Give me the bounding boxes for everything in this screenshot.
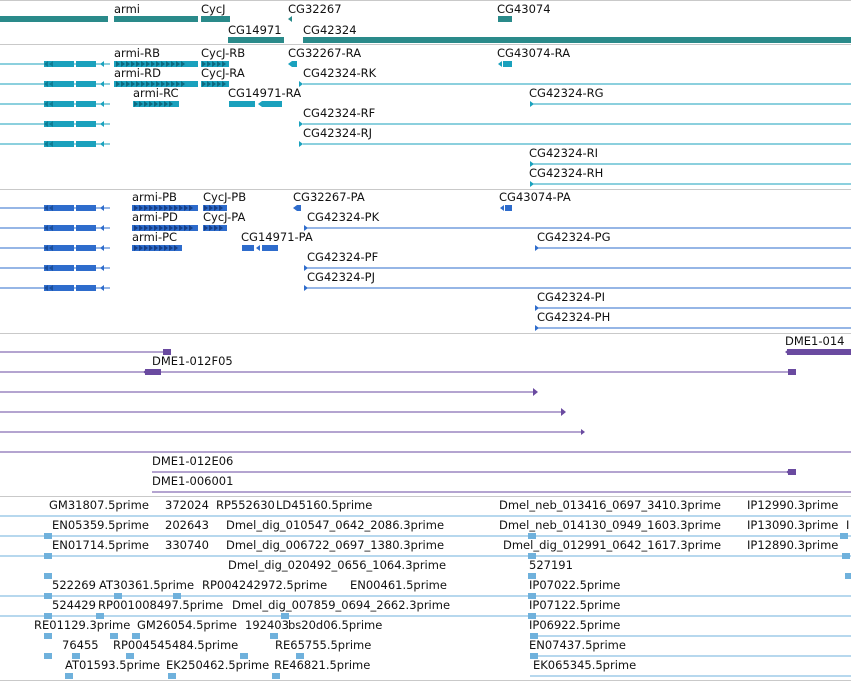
exon-block[interactable] (788, 369, 796, 375)
re01129-label: RE01129.3prime (34, 618, 131, 632)
strand-arrow (258, 101, 262, 107)
exon-block[interactable] (297, 205, 301, 211)
exon-block[interactable] (505, 205, 512, 211)
at30361-label: AT30361.5prime (99, 578, 195, 592)
en07437-label: EN07437.5prime (529, 638, 626, 652)
exon-block[interactable] (787, 349, 851, 355)
dmel-neb-013416-label: Dmel_neb_013416_0697_3410.3prime (499, 498, 721, 512)
dme1-014-label: DME1-014 (785, 334, 845, 348)
cg42324-rk-label: CG42324-RK (303, 66, 377, 80)
exon-block[interactable] (44, 245, 74, 251)
cg42324-rf-label: CG42324-RF (303, 106, 376, 120)
ip13090-label: IP13090.3prime (747, 518, 839, 532)
rp001008497-label: RP001008497.5prime (98, 598, 224, 612)
cg42324-ph-label: CG42324-PH (537, 310, 611, 324)
202643-label: 202643 (165, 518, 209, 532)
330740-label: 330740 (165, 538, 209, 552)
ek065345-label: EK065345.5prime (533, 658, 637, 672)
gm31807-label: GM31807.5prime (49, 498, 149, 512)
ip07122-label: IP07122.5prime (529, 598, 621, 612)
cg42324-rj-label: CG42324-RJ (303, 126, 373, 140)
strand-arrow (100, 245, 104, 251)
exon-block[interactable] (229, 101, 255, 107)
armi-pc-label: armi-PC (132, 230, 178, 244)
gene-bar[interactable] (201, 16, 230, 22)
re46821-label: RE46821.5prime (274, 658, 371, 672)
cg42324-pf-label: CG42324-PF (307, 250, 379, 264)
exon-block[interactable] (503, 61, 512, 67)
exon-block[interactable] (262, 101, 282, 107)
strand-arrow (100, 101, 104, 107)
exon-block[interactable] (76, 285, 96, 291)
armi-label: armi (114, 2, 140, 16)
gm26054-label: GM26054.5prime (137, 618, 237, 632)
527191-label: 527191 (529, 558, 573, 572)
armi-rb-label: armi-RB (114, 46, 160, 60)
dme1-012f05-label: DME1-012F05 (152, 354, 233, 368)
est-read[interactable] (44, 573, 52, 579)
est-read[interactable] (44, 633, 52, 639)
strand-arrow (530, 101, 534, 107)
exon-block[interactable] (76, 205, 96, 211)
522269-label: 522269 (52, 578, 96, 592)
ip12890-label: IP12890.3prime (747, 538, 839, 552)
strand-arrow (100, 205, 104, 211)
372024-label: 372024 (165, 498, 209, 512)
strand-arrow (100, 265, 104, 271)
exon-block[interactable] (76, 265, 96, 271)
strand-arrow (100, 225, 104, 231)
rp004545484-label: RP004545484.5prime (113, 638, 239, 652)
strand-arrow (304, 285, 308, 291)
strand-arrow (256, 245, 260, 251)
re65755-label: RE65755.5prime (275, 638, 372, 652)
strand-arrow (561, 408, 566, 416)
armi-rd-label: armi-RD (114, 66, 161, 80)
exon-block[interactable] (76, 61, 96, 67)
i-cut-label: I (846, 518, 850, 532)
cg32267-pa-label: CG32267-PA (293, 190, 365, 204)
est-read[interactable] (842, 553, 850, 559)
est-read[interactable] (44, 593, 52, 599)
strand-arrow (581, 429, 585, 435)
at01593-label: AT01593.5prime (65, 658, 161, 672)
est-read[interactable] (272, 673, 280, 679)
armi-pb-label: armi-PB (132, 190, 177, 204)
gene-bar[interactable] (303, 37, 851, 43)
ip12990-label: IP12990.3prime (747, 498, 839, 512)
armi-pd-label: armi-PD (132, 210, 178, 224)
dme1-012e06-label: DME1-012E06 (152, 454, 234, 468)
cg42324-label: CG42324 (303, 23, 357, 37)
en01714-label: EN01714.5prime (52, 538, 149, 552)
en05359-label: EN05359.5prime (52, 518, 149, 532)
ip06922-label: IP06922.5prime (529, 618, 621, 632)
cg32267-ra-label: CG32267-RA (288, 46, 362, 60)
en00461-label: EN00461.5prime (350, 578, 447, 592)
strand-arrow (535, 325, 539, 331)
est-read[interactable] (44, 553, 52, 559)
cg42324-pk-label: CG42324-PK (307, 210, 380, 224)
strand-arrow (530, 181, 534, 187)
ip07022-label: IP07022.5prime (529, 578, 621, 592)
cg42324-ri-label: CG42324-RI (529, 146, 599, 160)
cg43074-label: CG43074 (497, 2, 551, 16)
rp004242972-label: RP004242972.5prime (202, 578, 328, 592)
dmel-dig-010547-label: Dmel_dig_010547_0642_2086.3prime (226, 518, 445, 532)
524429-label: 524429 (52, 598, 96, 612)
strand-arrow (288, 16, 292, 22)
cg32267-label: CG32267 (288, 2, 342, 16)
cg42324-pj-label: CG42324-PJ (307, 270, 376, 284)
cg42324-pg-label: CG42324-PG (537, 230, 611, 244)
exon-block[interactable] (44, 205, 74, 211)
dmel-dig-020492-label: Dmel_dig_020492_0656_1064.3prime (228, 558, 447, 572)
strand-arrow (100, 141, 104, 147)
cycj-pb-label: CycJ-PB (203, 190, 247, 204)
exon-block[interactable] (242, 245, 254, 251)
dmel-neb-014130-label: Dmel_neb_014130_0949_1603.3prime (499, 518, 721, 532)
strand-arrow (299, 141, 303, 147)
gene-bar[interactable] (114, 16, 198, 22)
exon-block[interactable] (44, 225, 74, 231)
cg43074-ra-label: CG43074-RA (497, 46, 571, 60)
gene-bar[interactable] (0, 16, 108, 22)
exon-block[interactable] (44, 101, 74, 107)
cycj-rb-label: CycJ-RB (201, 46, 246, 60)
ld45160-label: LD45160.5prime (276, 498, 373, 512)
est-read[interactable] (44, 533, 52, 539)
strand-arrow (533, 388, 538, 396)
est-read[interactable] (44, 653, 52, 659)
cycj-pa-label: CycJ-PA (203, 210, 246, 224)
dmel-dig-007859-label: Dmel_dig_007859_0694_2662.3prime (232, 598, 451, 612)
exon-block[interactable] (44, 265, 74, 271)
dme1-006001-label: DME1-006001 (152, 474, 234, 488)
strand-arrow (498, 61, 502, 67)
exon-block[interactable] (44, 121, 74, 127)
est-read[interactable] (65, 673, 73, 679)
cg42324-rh-label: CG42324-RH (529, 166, 604, 180)
strand-arrow (100, 61, 104, 67)
cg14971-pa-label: CG14971-PA (241, 230, 313, 244)
dmel-dig-006722-label: Dmel_dig_006722_0697_1380.3prime (226, 538, 445, 552)
strand-arrow (500, 205, 504, 211)
exon-block[interactable] (76, 245, 96, 251)
cycj-ra-label: CycJ-RA (201, 66, 245, 80)
cg14971-label: CG14971 (228, 23, 282, 37)
strand-arrow (100, 121, 104, 127)
est-read[interactable] (840, 533, 848, 539)
exon-block[interactable] (145, 369, 161, 375)
exon-block[interactable] (76, 81, 96, 87)
strand-arrow (100, 285, 104, 291)
cg14971-ra-label: CG14971-RA (228, 86, 302, 100)
cg43074-pa-label: CG43074-PA (499, 190, 571, 204)
exon-block[interactable] (76, 141, 96, 147)
exon-block[interactable] (44, 81, 74, 87)
rp552630-label: RP552630 (216, 498, 275, 512)
strand-arrow (288, 61, 292, 67)
gene-bar[interactable] (498, 16, 512, 22)
est-read[interactable] (168, 673, 176, 679)
exon-block[interactable] (44, 285, 74, 291)
cg42324-pi-label: CG42324-PI (537, 290, 606, 304)
gene-bar[interactable] (228, 37, 284, 43)
exon-block[interactable] (76, 101, 96, 107)
strand-arrow (100, 81, 104, 87)
76455-label: 76455 (62, 638, 99, 652)
armi-rc-label: armi-RC (133, 86, 179, 100)
strand-arrow (535, 245, 539, 251)
strand-arrow (293, 205, 297, 211)
192403-label: 192403 (245, 618, 289, 632)
exon-block[interactable] (292, 61, 297, 67)
exon-block[interactable] (76, 225, 96, 231)
cycj-label: CycJ (201, 2, 226, 16)
ek250462-label: EK250462.5prime (166, 658, 270, 672)
exon-block[interactable] (44, 61, 74, 67)
exon-block[interactable] (44, 141, 74, 147)
cg42324-rg-label: CG42324-RG (529, 86, 604, 100)
bs20d06-label: bs20d06.5prime (288, 618, 383, 632)
exon-block[interactable] (262, 245, 278, 251)
dmel-dig-012991-label: Dmel_dig_012991_0642_1617.3prime (503, 538, 722, 552)
exon-block[interactable] (76, 121, 96, 127)
est-read[interactable] (845, 573, 851, 579)
